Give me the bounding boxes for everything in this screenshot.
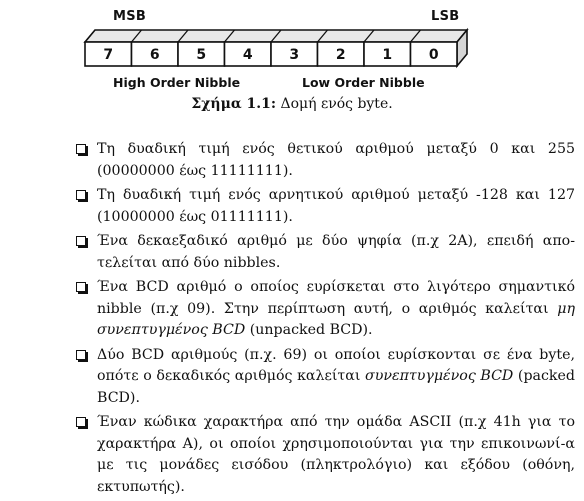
- list-item: [75, 231, 575, 274]
- list-item: [75, 277, 575, 342]
- checkbox-bullet-icon: [76, 144, 86, 154]
- item-text: Τη δυαδική τιμή ενός αρνητικού αριθμού μεταξύ -128 και 127 (10000000 έως 01111111).: [97, 187, 575, 225]
- bit-label: 1: [382, 47, 393, 63]
- item-text: Δύο BCD αριθμούς (π.χ. 69) οι οποίοι ευρίσκονται σε ένα byte, οπότε ο δεκαδικός αριθμός καλείται: [97, 346, 575, 384]
- item-text-italic: μη συνεπτυγμένος BCD: [97, 300, 575, 338]
- checkbox-bullet-icon: [76, 236, 86, 246]
- bullet-list: [75, 139, 575, 501]
- list-item: [75, 185, 575, 228]
- checkbox-bullet-icon: [76, 417, 86, 427]
- bit-label: 0: [428, 47, 439, 63]
- item-text: Ένα BCD αριθμό ο οποίος ευρίσκεται στο λιγότερο σημαντικό nibble (π.χ 09). Στην περίπτωση αυτή, ο αριθμός καλείται: [97, 279, 575, 317]
- item-text: (packed BCD).: [97, 368, 576, 406]
- byte-cells: [0, 0, 584, 90]
- checkbox-bullet-icon: [76, 350, 86, 360]
- caption-label: Σχήμα 1.1:: [191, 96, 277, 112]
- bit-label: 5: [196, 47, 207, 63]
- item-text-italic: συνεπτυγμένος BCD: [365, 368, 514, 384]
- bit-label: 4: [242, 47, 253, 63]
- list-item: [75, 139, 575, 182]
- bit-label: 2: [335, 47, 346, 63]
- item-text: Τη δυαδική τιμή ενός θετικού αριθμού μεταξύ 0 και 255 (00000000 έως 11111111).: [97, 141, 575, 179]
- caption-text: Δομή ενός byte.: [276, 96, 393, 112]
- msb-label: MSB: [113, 9, 147, 24]
- bit-label: 7: [103, 47, 114, 63]
- bit-label: 6: [149, 47, 160, 63]
- bit-label: 3: [289, 47, 300, 63]
- list-item: [75, 412, 575, 498]
- figure-caption: [0, 96, 584, 112]
- item-text: (unpacked BCD).: [245, 322, 373, 338]
- item-text: Έναν κώδικα χαρακτήρα από την ομάδα ASCII (π.χ 41h για το χαρακτήρα A), οι οποίοι χρησιμοποιούνται για την επικοινωνί-α με τις μονάδες εισόδου (πληκτρολόγιο) και εξόδου (οθόνη, εκτυπωτής).: [97, 414, 575, 495]
- list-item: [75, 345, 575, 410]
- item-text: Ένα δεκαεξαδικό αριθμό με δύο ψηφία (π.χ 2A), επειδή απο-τελείται από δύο nibbles.: [97, 233, 575, 271]
- checkbox-bullet-icon: [76, 190, 86, 200]
- byte-structure-figure: [0, 0, 584, 90]
- lsb-label: LSB: [431, 9, 460, 24]
- checkbox-bullet-icon: [76, 282, 86, 292]
- high-order-nibble-label: High Order Nibble: [113, 75, 241, 90]
- low-order-nibble-label: Low Order Nibble: [302, 75, 425, 90]
